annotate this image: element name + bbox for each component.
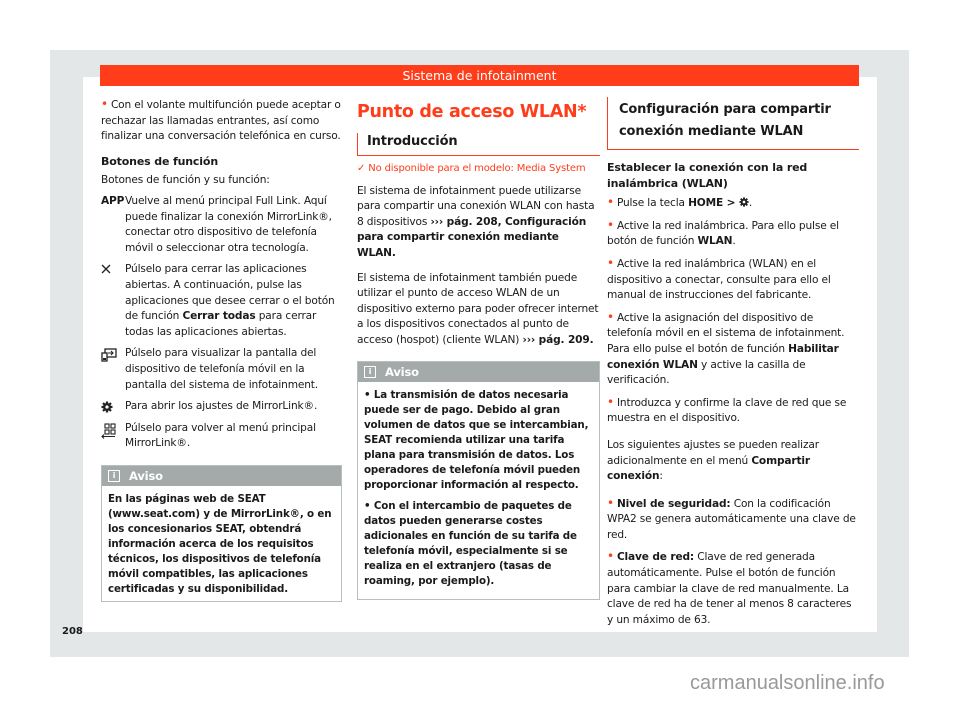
watermark: carmanualsonline.info	[690, 672, 885, 694]
aviso-box	[357, 361, 600, 600]
column-1	[101, 97, 342, 602]
close-x-icon	[101, 262, 125, 340]
paragraph-1: El sistema de infotainment puede utilizarse para compartir una conexión WLAN con hasta 8 dispositivos ››› pág. 208, Configuración para compartir conexión mediante WLAN.	[357, 184, 595, 259]
column-2	[357, 97, 600, 600]
paragraph: Los siguientes ajustes se pueden realizar adicionalmente en el menú Compartir conexión:	[607, 438, 819, 483]
gear-icon	[739, 197, 749, 209]
aviso-text: En las páginas web de SEAT (www.seat.com) y de MirrorLink®, o en los concesionarios SEAT, obtendrá información acerca de los requisitos técnicos, los dispositivos de telefonía móvil compatibles, las aplicaciones certificadas y su disponibilidad.	[108, 492, 332, 595]
function-item-menu: Púlselo para volver al menú principal MirrorLink®.	[101, 421, 342, 452]
function-list	[101, 194, 342, 452]
function-item-settings: Para abrir los ajustes de MirrorLink®.	[101, 399, 342, 415]
availability-note: ✓ No disponible para el modelo: Media System	[357, 163, 586, 174]
step: • Pulse la tecla HOME > .	[607, 195, 753, 210]
step: • Introduzca y confirme la clave de red que se muestra en el dispositivo.	[607, 394, 847, 425]
setting-item: • Clave de red: Clave de red generada automáticamente. Pulse el botón de función para cambiar la clave de red manualmente. La clave de red ha de tener al menos 8 caracteres y un máximo de 63.	[607, 549, 852, 626]
page-number: 208	[62, 626, 83, 637]
cross-reference-link[interactable]: ››› pág. 208, Configuración para compartir conexión mediante WLAN.	[357, 215, 587, 259]
section-intro: Botones de función y su función:	[101, 174, 270, 187]
aviso-item: • La transmisión de datos necesaria puede ser de pago. Debido al gran volumen de datos que se intercambian, SEAT recomienda utilizar una tarifa plana para transmisión de datos. Los operadores de telefonía móvil pueden proporcionar información al respecto.	[364, 388, 589, 491]
step: • Active la red inalámbrica (WLAN) en el dispositivo a conectar, consulte para ello el manual de instrucciones del fabricante.	[607, 255, 831, 302]
intro-bullet: • Con el volante multifunción puede aceptar o rechazar las llamadas entrantes, así como finalizar una conversación telefónica en curso.	[101, 97, 341, 143]
function-item-close: Púlselo para cerrar las aplicaciones abiertas. A continuación, pulse las aplicaciones que desee cerrar o el botón de función Cerrar todas para cerrar todas las aplicaciones abiertas.	[101, 262, 342, 340]
subsection-title: Introducción	[357, 133, 600, 156]
function-item-app: APP Vuelve al menú principal Full Link. Aquí puede finalizar la conexión MirrorLink®, conectar otro dispositivo de telefonía móvil o seleccionar otra tecnología.	[101, 194, 342, 256]
aviso-header: i Aviso	[102, 466, 341, 486]
aviso-header: i Aviso	[358, 362, 599, 382]
aviso-box	[101, 465, 342, 602]
cross-reference-link[interactable]: ››› pág. 209.	[522, 333, 594, 346]
check-icon: ✓	[357, 163, 369, 174]
info-icon: i	[364, 366, 376, 378]
section-title: Punto de acceso WLAN*	[357, 102, 587, 122]
step: • Active la asignación del dispositivo de telefonía móvil en el sistema de infotainment. Para ello pulse el botón de función Habilitar conexión WLAN y active la casilla de verificación.	[607, 309, 845, 387]
subsection-title: Configuración para compartir conexión mediante WLAN	[607, 97, 859, 150]
gear-icon	[101, 399, 125, 415]
paragraph-2: El sistema de infotainment también puede utilizar el punto de acceso WLAN de un dispositivo externo para poder ofrecer internet a los dispositivos conectados al punto de acceso (hospot) (cliente WLAN) ››› pág. 209.	[357, 271, 599, 346]
chapter-header: Sistema de infotainment	[100, 65, 859, 86]
section-heading: Botones de función	[101, 154, 219, 168]
grid-menu-icon	[101, 421, 125, 452]
step: • Active la red inalámbrica. Para ello pulse el botón de función WLAN.	[607, 217, 839, 248]
screen-mirror-icon	[101, 346, 125, 393]
info-icon: i	[108, 470, 120, 482]
setting-item: • Nivel de seguridad: Con la codificación WPA2 se genera automáticamente una clave de red.	[607, 495, 856, 541]
bullet-icon: •	[101, 97, 108, 111]
app-key: APP	[101, 194, 125, 207]
column-3	[607, 97, 859, 637]
aviso-item: • Con el intercambio de paquetes de datos pueden generarse costes adicionales en función de su tarifa de telefonía móvil, especialmente si se realiza en el extranjero (tasas de roaming, por ejemplo).	[364, 499, 577, 587]
function-item-mirror: Púlselo para visualizar la pantalla del dispositivo de telefonía móvil en la pantalla del sistema de infotainment.	[101, 346, 342, 393]
procedure-heading: Establecer la conexión con la red inalámbrica (WLAN)	[607, 161, 808, 190]
